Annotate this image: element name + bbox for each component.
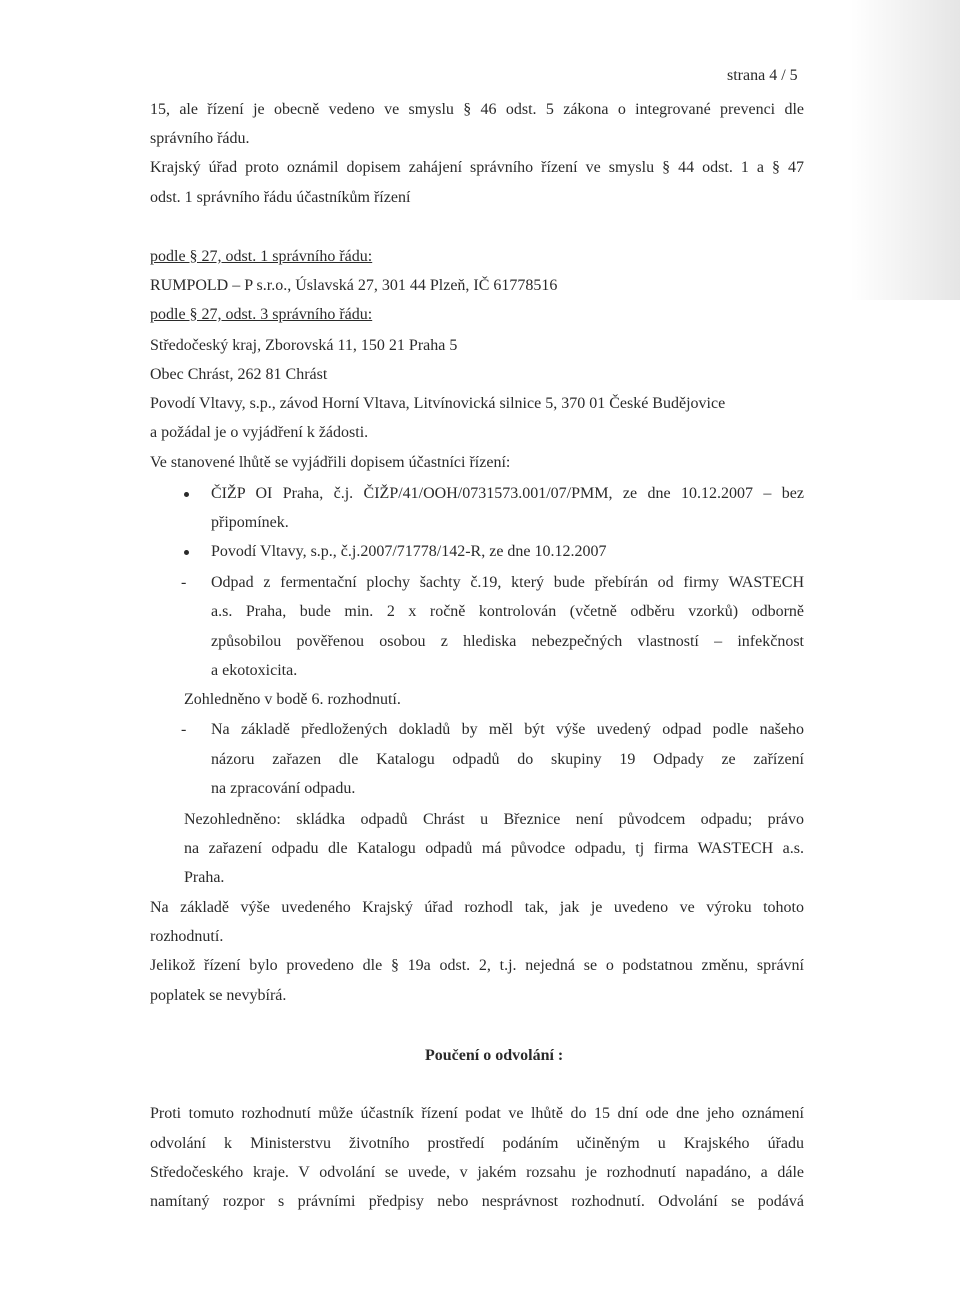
text-line: na zpracování odpadu.: [211, 780, 356, 797]
text-line: poplatek se nevybírá.: [150, 987, 287, 1004]
text-line: odst. 1 správního řádu účastníkům řízení: [150, 189, 411, 206]
text-line: Praha.: [184, 869, 225, 886]
bullet-item: Povodí Vltavy, s.p., č.j.2007/71778/142-R, ze dne 10.12.2007: [211, 543, 607, 560]
text-line: Zohledněno v bodě 6. rozhodnutí.: [184, 691, 401, 708]
text-line: Jelikož řízení bylo provedeno dle § 19a odst. 2, t.j. nejedná se o podstatnou změnu, správní: [150, 957, 804, 974]
bullet-item: ČIŽP OI Praha, č.j. ČIŽP/41/OOH/0731573.001/07/PMM, ze dne 10.12.2007 – bez: [211, 485, 804, 502]
text-line: namítaný rozpor s právními předpisy nebo nesprávnost rozhodnutí. Odvolání se podává: [150, 1193, 804, 1210]
text-line: a požádal je o vyjádření k žádosti.: [150, 424, 369, 441]
text-line: odvolání k Ministerstvu životního prostředí podáním učiněným u Krajského úřadu: [150, 1135, 804, 1152]
text-line: Nezohledněno: skládka odpadů Chrást u Březnice není původcem odpadu; právo: [184, 811, 804, 828]
text-line: názoru zařazen dle Katalogu odpadů do skupiny 19 Odpady ze zařízení: [211, 751, 804, 768]
text-line: Středočeský kraj, Zborovská 11, 150 21 Praha 5: [150, 337, 458, 354]
page-number: strana 4 / 5: [727, 67, 798, 84]
text-line: Ve stanovené lhůtě se vyjádřili dopisem účastníci řízení:: [150, 454, 511, 471]
text-line: správního řádu.: [150, 130, 250, 147]
text-line: Na základě výše uvedeného Krajský úřad rozhodl tak, jak je uvedeno ve výroku tohoto: [150, 899, 804, 916]
text-line: rozhodnutí.: [150, 928, 224, 945]
scan-shadow: [850, 0, 960, 300]
dash-item: - Odpad z fermentační plochy šachty č.19, který bude přebírán od firmy WASTECH: [211, 573, 804, 593]
text-line: Obec Chrást, 262 81 Chrást: [150, 366, 328, 383]
text-line: připomínek.: [211, 514, 289, 531]
dash-item: - Na základě předložených dokladů by měl být výše uvedený odpad podle našeho: [211, 720, 804, 740]
text-line: 15, ale řízení je obecně vedeno ve smyslu § 46 odst. 5 zákona o integrované prevenci dle: [150, 101, 804, 118]
text-line: a.s. Praha, bude min. 2 x ročně kontrolován (včetně odběru vzorků) odborně: [211, 603, 804, 620]
text-line: na zařazení odpadu dle Katalogu odpadů má původce odpadu, tj firma WASTECH a.s.: [184, 840, 804, 857]
text-line: a ekotoxicita.: [211, 662, 298, 679]
text-line: způsobilou pověřenou osobou z hlediska nebezpečných vlastností – infekčnost: [211, 633, 804, 650]
section-heading: Poučení o odvolání :: [425, 1047, 564, 1064]
text-line: Proti tomuto rozhodnutí může účastník řízení podat ve lhůtě do 15 dní ode dne jeho oznámení: [150, 1105, 804, 1122]
section-label: podle § 27, odst. 3 správního řádu:: [150, 306, 373, 323]
text-line: Krajský úřad proto oznámil dopisem zahájení správního řízení ve smyslu § 44 odst. 1 a § 47: [150, 159, 804, 176]
text-line: Středočeského kraje. V odvolání se uvede, v jakém rozsahu je rozhodnutí napadáno, a dále: [150, 1164, 804, 1181]
text-line: Povodí Vltavy, s.p., závod Horní Vltava, Litvínovická silnice 5, 370 01 České Budějovice: [150, 395, 726, 412]
section-label: podle § 27, odst. 1 správního řádu:: [150, 248, 373, 265]
text-line: RUMPOLD – P s.r.o., Úslavská 27, 301 44 Plzeň, IČ 61778516: [150, 277, 558, 294]
